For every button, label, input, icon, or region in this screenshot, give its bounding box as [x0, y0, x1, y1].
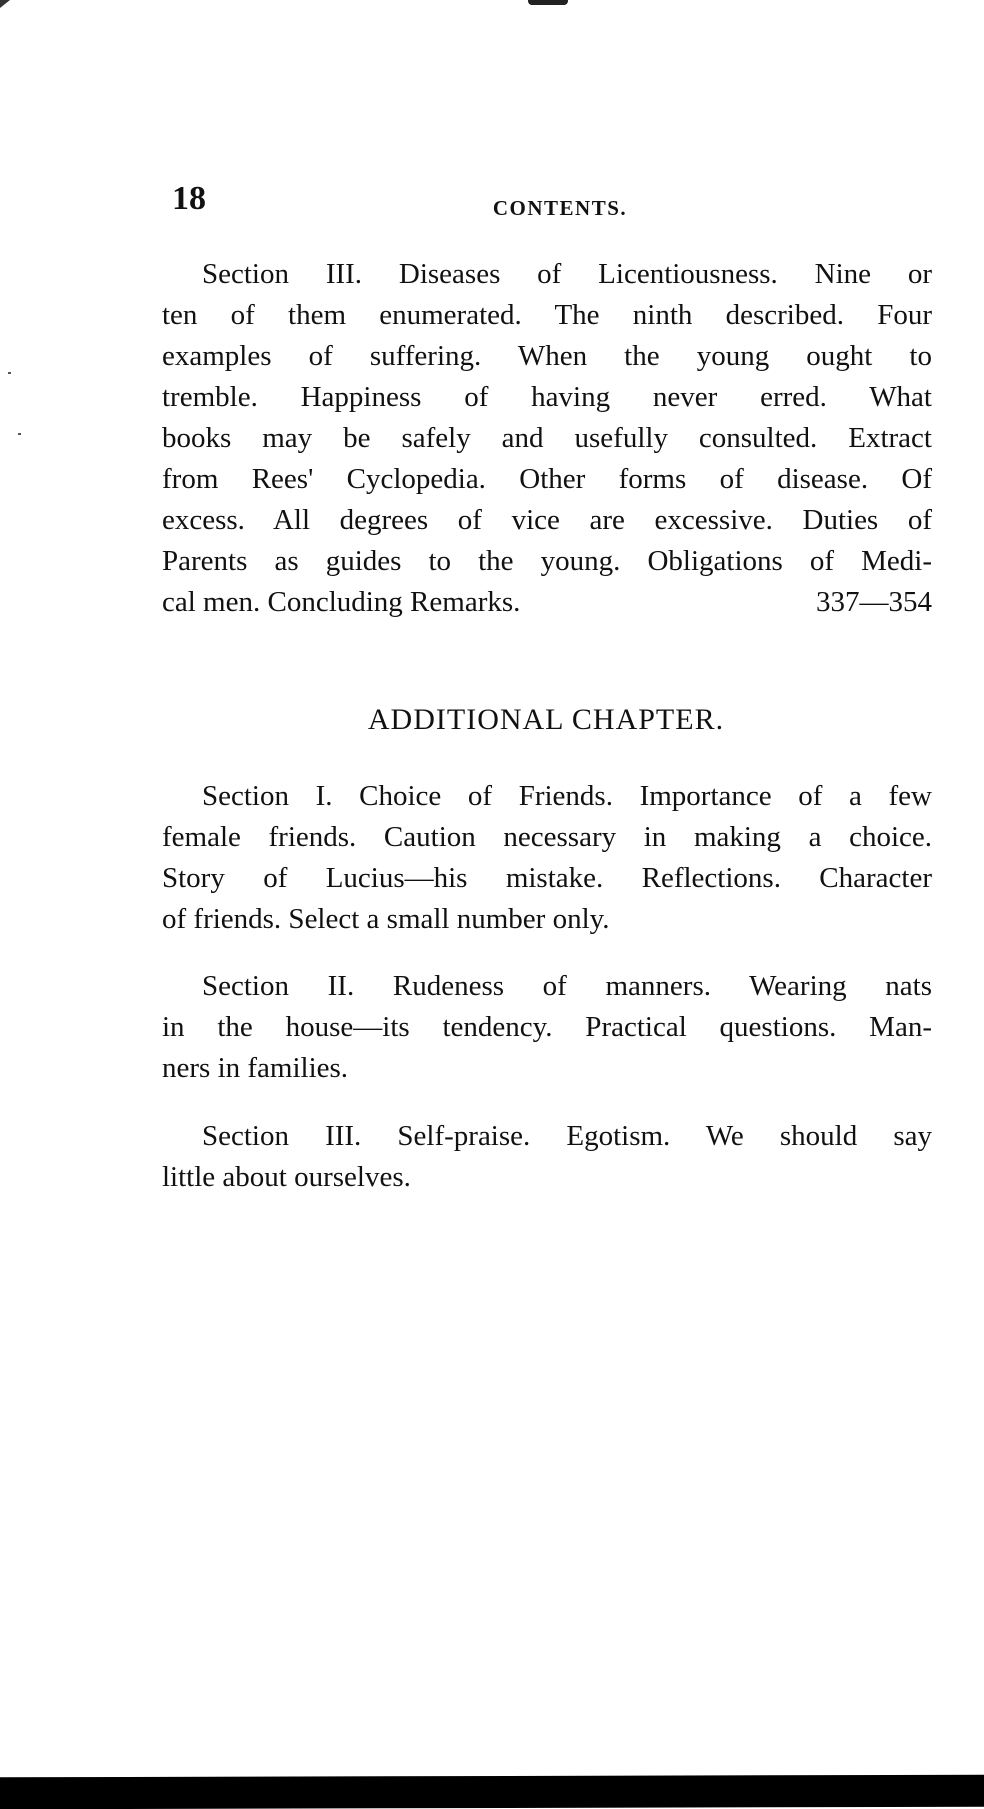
text-line: books may be safely and usefully consulted. Extract	[162, 422, 932, 454]
text-line: from Rees' Cyclopedia. Other forms of disease. Of	[162, 463, 932, 495]
chapter-title: ADDITIONAL CHAPTER.	[367, 703, 725, 736]
page-range: 337—354	[816, 586, 932, 618]
text-line: in the house—its tendency. Practical questions. Man-	[162, 1011, 932, 1043]
text-line: Story of Lucius—his mistake. Reflections. Character	[162, 862, 932, 894]
scan-top-mark	[528, 0, 568, 5]
scan-speck	[18, 433, 21, 435]
text-line: examples of suffering. When the young ought to	[162, 340, 932, 372]
text-line-last	[162, 582, 932, 623]
text-line: of friends. Select a small number only.	[162, 903, 610, 935]
text-line: female friends. Caution necessary in making a choice.	[162, 821, 932, 853]
text-line: Section II. Rudeness of manners. Wearing nats	[202, 970, 932, 1002]
text-line: Parents as guides to the young. Obligations of Medi-	[162, 545, 932, 577]
scan-bottom-edge	[0, 1775, 984, 1809]
section-iii-additional-entry	[162, 1116, 932, 1198]
text-line: cal men. Concluding Remarks.	[162, 586, 521, 618]
text-line: excess. All degrees of vice are excessive. Duties of	[162, 504, 932, 536]
text-line: ten of them enumerated. The ninth described. Four	[162, 299, 932, 331]
text-line: Section I. Choice of Friends. Importance of a few	[202, 780, 932, 812]
text-line: Section III. Self-praise. Egotism. We should say	[202, 1120, 932, 1152]
text-line: little about ourselves.	[162, 1161, 411, 1193]
section-i-entry	[162, 776, 932, 940]
text-line: ners in families.	[162, 1052, 349, 1084]
running-head: CONTENTS.	[492, 196, 628, 220]
section-iii-entry	[162, 254, 932, 623]
section-ii-entry	[162, 966, 932, 1089]
text-line: tremble. Happiness of having never erred. What	[162, 381, 932, 413]
scan-speck	[8, 372, 11, 374]
page-number: 18	[172, 180, 206, 217]
scan-corner-mark	[0, 0, 10, 8]
text-line: Section III. Diseases of Licentiousness. Nine or	[202, 258, 932, 290]
